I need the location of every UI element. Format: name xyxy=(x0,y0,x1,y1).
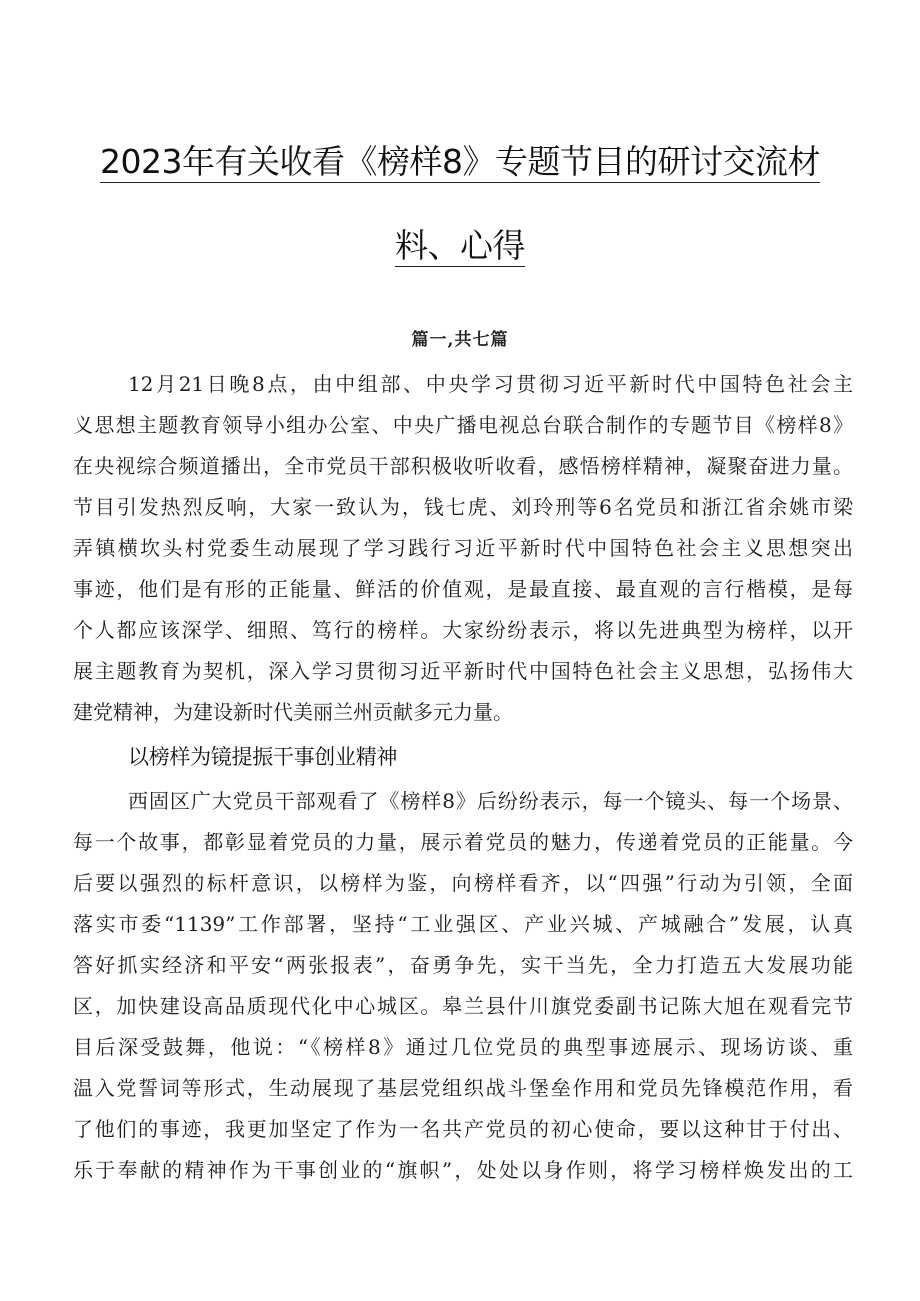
document-title-line-2 xyxy=(60,226,860,266)
document-title-text-1: 2023年有关收看《榜样8》专题节目的研讨交流材 xyxy=(100,142,820,181)
paragraph-1-line: 义思想主题教育领导小组办公室、中央广播电视总台联合制作的专题节目《榜样8》 xyxy=(73,413,853,437)
paragraph-1-line: 建党精神，为建设新时代美丽兰州贡献多元力量。 xyxy=(73,700,513,724)
paragraph-2-line: 了他们的事迹，我更加坚定了作为一名共产党员的初心使命，要以这种甘于付出、 xyxy=(73,1117,853,1141)
paragraph-2-line: 每一个故事，都彰显着党员的力量，展示着党员的魅力，传递着党员的正能量。今 xyxy=(73,830,853,854)
paragraph-2-line: 答好抓实经济和平安“两张报表”，奋勇争先，实干当先，全力打造五大发展功能 xyxy=(73,953,853,977)
paragraph-1-line: 展主题教育为契机，深入学习贯彻习近平新时代中国特色社会主义思想，弘扬伟大 xyxy=(73,659,853,683)
paragraph-2-line: 乐于奉献的精神作为干事创业的“旗帜”，处处以身作则，将学习榜样焕发出的工 xyxy=(73,1158,853,1182)
paragraph-2-line: 落实市委“1139”工作部署，坚持“工业强区、产业兴城、产城融合”发展，认真 xyxy=(73,912,853,936)
paragraph-1-line: 个人都应该深学、细照、笃行的榜样。大家纷纷表示，将以先进典型为榜样，以开 xyxy=(73,618,853,642)
document-title-text-2: 料、心得 xyxy=(395,226,525,265)
article-heading: 篇一,共七篇 xyxy=(411,330,509,350)
paragraph-1-line: 在央视综合频道播出，全市党员干部积极收听收看，感悟榜样精神，凝聚奋进力量。 xyxy=(73,454,853,478)
paragraph-1-line: 节目引发热烈反响，大家一致认为，钱七虎、刘玲刑等6名党员和浙江省余姚市梁 xyxy=(73,495,853,519)
paragraph-2-line: 区，加快建设高品质现代化中心城区。皋兰县什川旗党委副书记陈大旭在观看完节 xyxy=(73,994,853,1018)
paragraph-1-line: 12月21日晚8点，由中组部、中央学习贯彻习近平新时代中国特色社会主 xyxy=(128,372,853,396)
document-title-line-1 xyxy=(60,142,860,182)
paragraph-2-line: 西固区广大党员干部观看了《榜样8》后纷纷表示，每一个镜头、每一个场景、 xyxy=(128,789,853,813)
paragraph-1-line: 事迹，他们是有形的正能量、鲜活的价值观，是最直接、最直观的言行楷模，是每 xyxy=(73,577,853,601)
paragraph-2-line: 后要以强烈的标杆意识，以榜样为鉴，向榜样看齐，以“四强”行动为引领，全面 xyxy=(73,871,853,895)
paragraph-2-line: 目后深受鼓舞，他说：“《榜样8》通过几位党员的典型事迹展示、现场访谈、重 xyxy=(73,1035,853,1059)
section-heading: 以榜样为镜提振干事创业精神 xyxy=(128,745,398,769)
paragraph-1-line: 弄镇横坎头村党委生动展现了学习践行习近平新时代中国特色社会主义思想突出 xyxy=(73,536,853,560)
paragraph-2-line: 温入党誓词等形式，生动展现了基层党组织战斗堡垒作用和党员先锋模范作用，看 xyxy=(73,1076,853,1100)
